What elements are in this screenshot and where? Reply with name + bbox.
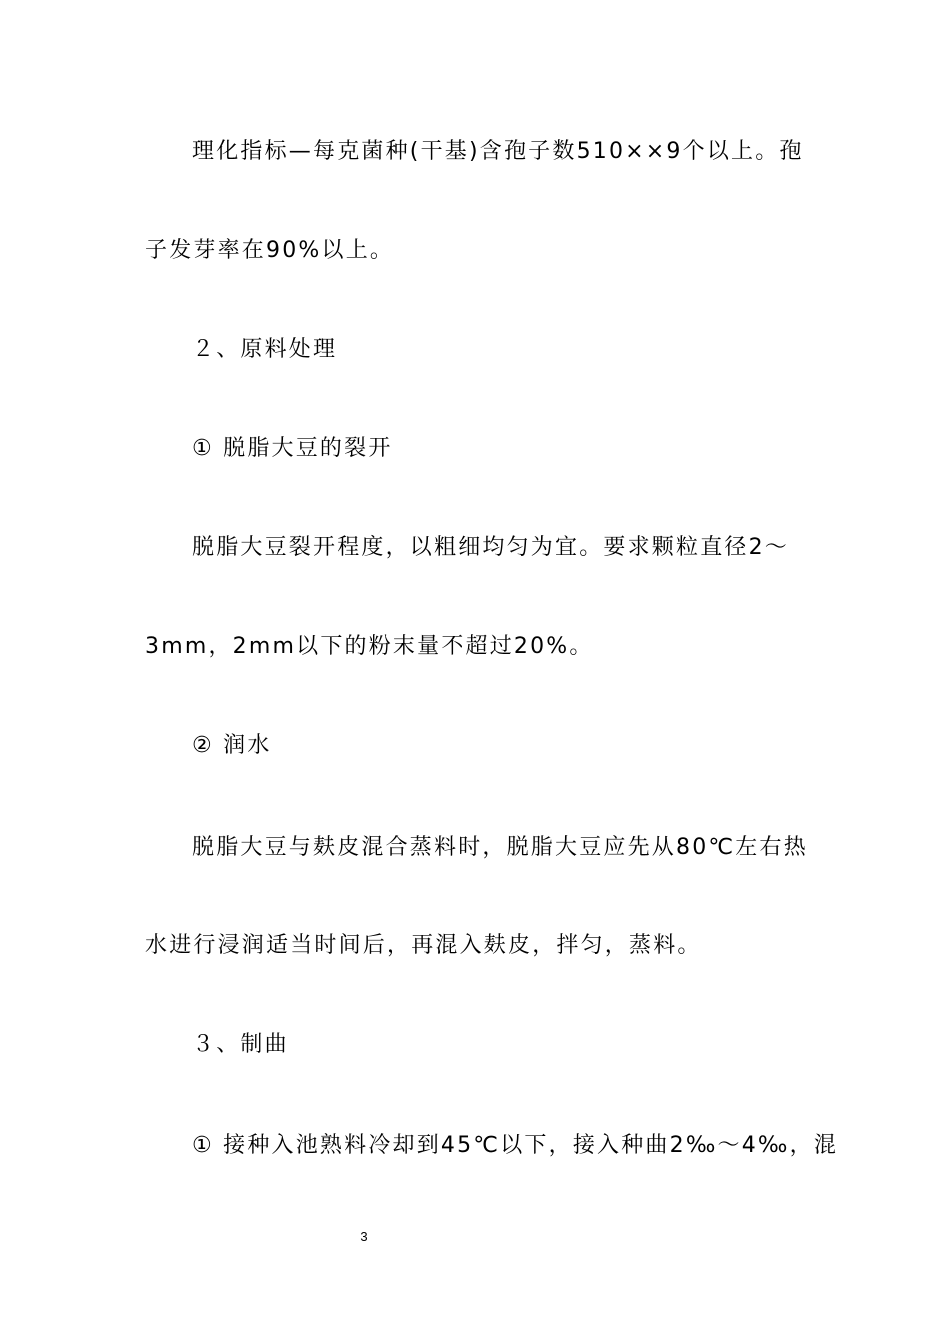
paragraph-line: 3mm，2mm以下的粉末量不超过20%。 [145,634,594,659]
subsection-heading: ② 润水 [192,733,272,758]
paragraph-line: ① 接种入池熟料冷却到45℃以下，接入种曲2‰～4‰，混 [192,1133,839,1158]
paragraph-line: 子发芽率在90%以上。 [145,238,395,263]
paragraph-line: 脱脂大豆与麸皮混合蒸料时，脱脂大豆应先从80℃左右热 [192,835,808,860]
section-heading: ２、原料处理 [192,337,338,362]
page-number: 3 [360,1229,368,1244]
section-heading: ３、制曲 [192,1032,289,1057]
subsection-heading: ① 脱脂大豆的裂开 [192,436,393,461]
paragraph-line: 水进行浸润适当时间后，再混入麸皮，拌匀，蒸料。 [145,933,702,958]
paragraph-line: 脱脂大豆裂开程度，以粗细均匀为宜。要求颗粒直径2～ [192,535,789,560]
paragraph-line: 理化指标—每克菌种(干基)含孢子数510××9个以上。孢 [192,139,804,164]
